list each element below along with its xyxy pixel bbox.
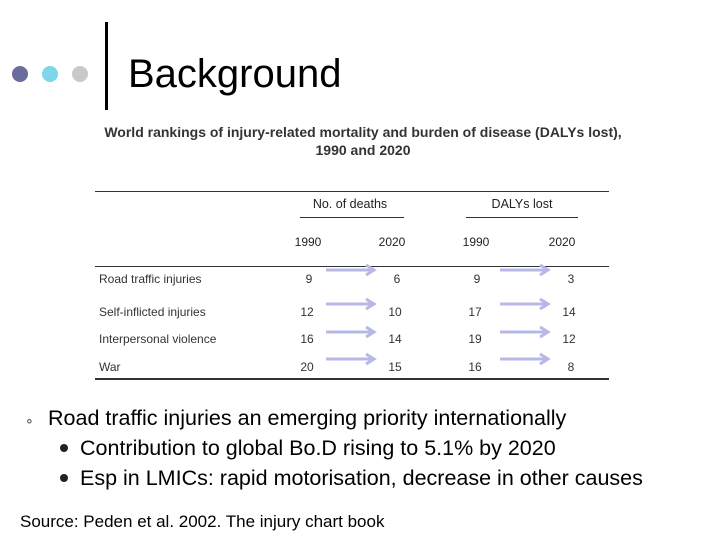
year-header: 2020 (378, 235, 406, 249)
table-bottom-rule (95, 378, 609, 380)
table-cell: 6 (393, 272, 401, 286)
row-label-war: War (99, 360, 121, 374)
sub-bullet-icon (60, 474, 68, 482)
table-cell: 19 (468, 332, 482, 346)
sub-bullet-text: Esp in LMICs: rapid motorisation, decrease in other causes (80, 466, 643, 490)
sub-bullet-icon (60, 444, 68, 452)
year-header: 1990 (462, 235, 490, 249)
source-citation: Source: Peden et al. 2002. The injury chart book (20, 512, 385, 531)
table-cell: 12 (562, 332, 576, 346)
ring-bullet-icon: ⚬ (24, 414, 35, 429)
slide-title: Background (128, 52, 342, 96)
table-cell: 12 (300, 305, 314, 319)
table-cell: 8 (567, 360, 575, 374)
row-label-self-inflicted: Self-inflicted injuries (99, 305, 206, 319)
table-cell: 14 (562, 305, 576, 319)
group-header-deaths: No. of deaths (312, 197, 388, 211)
table-cell: 15 (388, 360, 402, 374)
arrow-group (326, 265, 548, 364)
year-header: 2020 (548, 235, 576, 249)
table-title-line1: World rankings of injury-related mortality and burden of disease (DALYs lost), (104, 124, 622, 140)
table-cell: 16 (300, 332, 314, 346)
table-title-line2: 1990 and 2020 (315, 142, 411, 158)
table-cell: 3 (567, 272, 575, 286)
table-cell: 20 (300, 360, 314, 374)
table-cell: 16 (468, 360, 482, 374)
table-cell: 14 (388, 332, 402, 346)
table-cell: 10 (388, 305, 402, 319)
main-bullet-text: Road traffic injuries an emerging priority internationally (48, 406, 567, 430)
year-header: 1990 (294, 235, 322, 249)
table-cell: 9 (305, 272, 313, 286)
sub-bullet-text: Contribution to global Bo.D rising to 5.1% by 2020 (80, 436, 556, 460)
table-cell: 17 (468, 305, 482, 319)
row-label-road-traffic: Road traffic injuries (99, 272, 202, 286)
table-cell: 9 (473, 272, 481, 286)
group-header-dalys: DALYs lost (491, 197, 553, 211)
row-label-interpersonal-violence: Interpersonal violence (99, 332, 217, 346)
